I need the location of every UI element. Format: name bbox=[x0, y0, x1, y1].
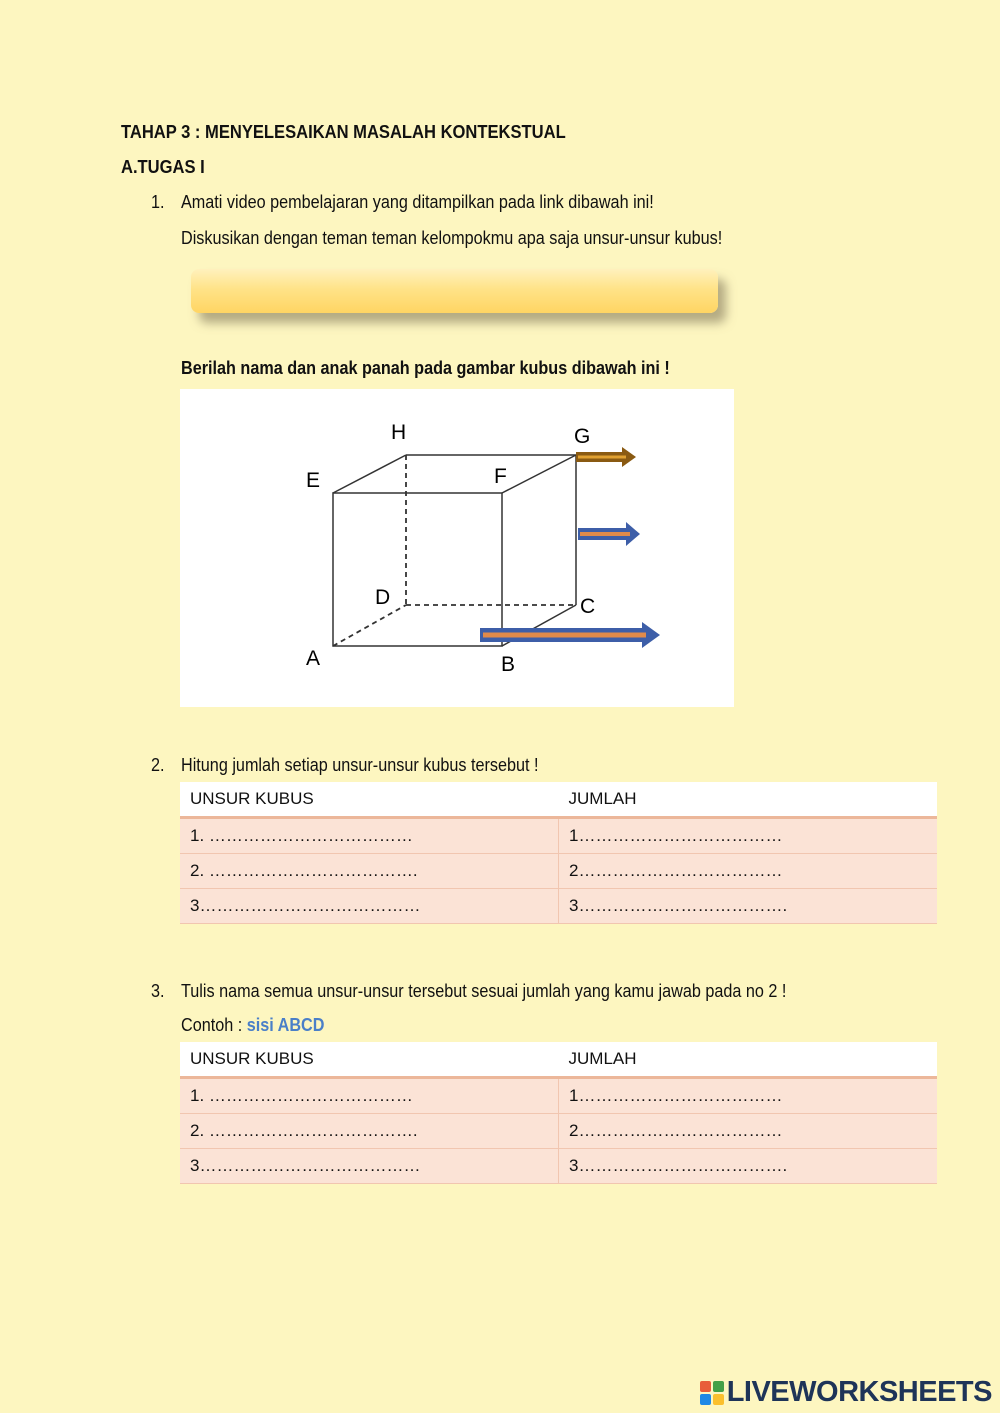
cube-edge-fg bbox=[502, 455, 576, 493]
answer-cell[interactable]: 1……………………………… bbox=[559, 818, 938, 854]
header-jumlah: JUMLAH bbox=[559, 1042, 938, 1078]
example-line bbox=[181, 1015, 324, 1036]
table-row bbox=[180, 1114, 937, 1149]
vertex-label-a: A bbox=[306, 647, 321, 670]
vertex-label-f: F bbox=[494, 465, 507, 488]
answer-cell[interactable]: 2……………………………… bbox=[559, 854, 938, 889]
example-value: sisi ABCD bbox=[246, 1015, 325, 1035]
q2-table bbox=[180, 782, 937, 924]
q1-line1: Amati video pembelajaran yang ditampilkan pada link dibawah ini! bbox=[181, 192, 654, 212]
answer-cell[interactable]: 3………………………………. bbox=[559, 1149, 938, 1184]
table-row bbox=[180, 818, 937, 854]
answer-cell[interactable]: 3………………………………. bbox=[559, 889, 938, 924]
answer-cell[interactable]: 1……………………………… bbox=[559, 1078, 938, 1114]
table-header-row bbox=[180, 1042, 937, 1078]
page-title: TAHAP 3 : MENYELESAIKAN MASALAH KONTEKSTUAL bbox=[121, 122, 566, 142]
answer-cell[interactable]: 3………………………………… bbox=[180, 1149, 559, 1184]
logo-cell bbox=[713, 1381, 724, 1392]
arrow-bottom bbox=[480, 622, 660, 648]
example-label: Contoh : bbox=[181, 1015, 247, 1035]
video-link-box[interactable] bbox=[191, 269, 718, 313]
logo-icon bbox=[700, 1381, 724, 1405]
cube-diagram bbox=[180, 389, 734, 707]
header-unsur: UNSUR KUBUS bbox=[180, 782, 559, 818]
answer-cell[interactable]: 1. ……………………………… bbox=[180, 1078, 559, 1114]
vertex-label-e: E bbox=[306, 469, 321, 492]
header-unsur: UNSUR KUBUS bbox=[180, 1042, 559, 1078]
answer-cell[interactable]: 1. ……………………………… bbox=[180, 818, 559, 854]
cube-edge-eh bbox=[333, 455, 406, 493]
cube-front-face bbox=[333, 493, 502, 646]
answer-cell[interactable]: 3………………………………… bbox=[180, 889, 559, 924]
q2-text: Hitung jumlah setiap unsur-unsur kubus tersebut ! bbox=[181, 755, 539, 775]
vertex-label-b: B bbox=[501, 653, 516, 676]
arrow-middle bbox=[578, 522, 640, 546]
header-jumlah: JUMLAH bbox=[559, 782, 938, 818]
answer-cell[interactable]: 2. ………………………………. bbox=[180, 1114, 559, 1149]
table-row bbox=[180, 1149, 937, 1184]
answer-cell[interactable]: 2……………………………… bbox=[559, 1114, 938, 1149]
vertex-label-g: G bbox=[574, 425, 591, 448]
q1-line2: Diskusikan dengan teman teman kelompokmu apa saja unsur-unsur kubus! bbox=[181, 228, 723, 248]
liveworksheets-logo bbox=[700, 1376, 992, 1409]
table-row bbox=[180, 889, 937, 924]
q3-number: 3. bbox=[151, 981, 165, 1001]
vertex-label-c: C bbox=[580, 595, 596, 618]
vertex-label-d: D bbox=[375, 586, 391, 609]
table-header-row bbox=[180, 782, 937, 818]
section-title: A.TUGAS I bbox=[121, 157, 205, 177]
cube-edge-ad bbox=[333, 605, 406, 646]
logo-cell bbox=[700, 1381, 711, 1392]
cube-figure bbox=[180, 389, 734, 707]
table-row bbox=[180, 1078, 937, 1114]
q3-table bbox=[180, 1042, 937, 1184]
vertex-label-h: H bbox=[391, 421, 407, 444]
logo-text: LIVEWORKSHEETS bbox=[726, 1376, 992, 1408]
q1-instruction: Berilah nama dan anak panah pada gambar kubus dibawah ini ! bbox=[181, 358, 670, 378]
q3-text: Tulis nama semua unsur-unsur tersebut sesuai jumlah yang kamu jawab pada no 2 ! bbox=[181, 981, 787, 1001]
logo-cell bbox=[713, 1394, 724, 1405]
table-row bbox=[180, 854, 937, 889]
q2-number: 2. bbox=[151, 755, 165, 775]
logo-cell bbox=[700, 1394, 711, 1405]
arrow-top bbox=[576, 447, 636, 467]
answer-cell[interactable]: 2. ………………………………. bbox=[180, 854, 559, 889]
q1-number: 1. bbox=[151, 192, 165, 212]
